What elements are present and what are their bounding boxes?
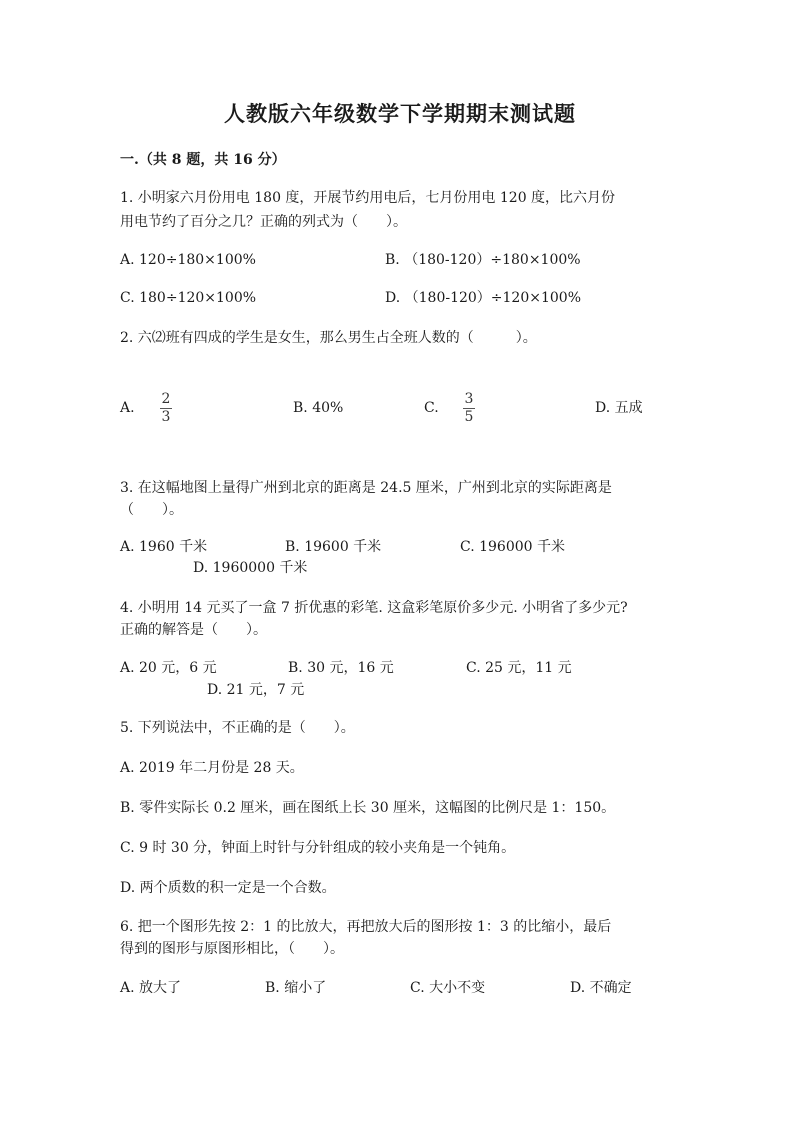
q2-option-a-fraction — [160, 392, 172, 425]
q3-option-d: D. 1960000 千米 — [193, 560, 308, 576]
q4-option-b: B. 30 元，16 元 — [288, 660, 394, 676]
q5-option-c: C. 9 时 30 分，钟面上时针与分针组成的较小夹角是一个钝角。 — [120, 840, 516, 856]
q1-stem-line2: 用电节约了百分之几？正确的列式为（ ）。 — [120, 214, 407, 230]
q3-stem-line1: 3. 在这幅地图上量得广州到北京的距离是 24.5 厘米，广州到北京的实际距离是 — [120, 480, 612, 496]
q3-option-b: B. 19600 千米 — [285, 539, 382, 555]
q2-stem: 2. 六⑵班有四成的学生是女生，那么男生占全班人数的（ ）。 — [120, 330, 537, 346]
q2-a-denominator: 3 — [161, 409, 171, 425]
q2-a-numerator: 2 — [161, 391, 171, 407]
q3-option-c: C. 196000 千米 — [460, 539, 566, 555]
q2-c-numerator: 3 — [464, 391, 474, 407]
q3-option-a: A. 1960 千米 — [120, 539, 208, 555]
q1-option-c: C. 180÷120×100% — [120, 290, 257, 306]
page-title: 人教版六年级数学下学期期末测试题 — [224, 101, 576, 126]
q2-c-denominator: 5 — [464, 409, 474, 425]
q5-option-a: A. 2019 年二月份是 28 天。 — [120, 760, 304, 776]
q6-option-a: A. 放大了 — [120, 980, 182, 996]
q2-option-a-label: A. — [120, 400, 135, 416]
q1-option-d: D. （180-120）÷120×100% — [385, 290, 582, 306]
q2-option-c-label: C. — [424, 400, 439, 416]
q5-option-b: B. 零件实际长 0.2 厘米，画在图纸上长 30 厘米，这幅图的比例尺是 1：150。 — [120, 800, 616, 816]
q6-option-c: C. 大小不变 — [410, 980, 486, 996]
q2-option-d: D. 五成 — [595, 400, 643, 416]
q5-option-d: D. 两个质数的积一定是一个合数。 — [120, 880, 336, 896]
q5-stem: 5. 下列说法中，不正确的是（ ）。 — [120, 720, 355, 736]
q4-stem-line2: 正确的解答是（ ）。 — [120, 622, 267, 638]
q4-option-c: C. 25 元，11 元 — [466, 660, 572, 676]
q6-option-b: B. 缩小了 — [265, 980, 327, 996]
q4-option-a: A. 20 元，6 元 — [120, 660, 217, 676]
q6-stem-line1: 6. 把一个图形先按 2：1 的比放大，再把放大后的图形按 1：3 的比缩小，最后 — [120, 919, 612, 935]
q1-option-b: B. （180-120）÷180×100% — [385, 252, 581, 268]
section-heading: 一.（共 8 题，共 16 分） — [120, 152, 286, 168]
q1-option-a: A. 120÷180×100% — [120, 252, 256, 268]
q1-stem-line1: 1. 小明家六月份用电 180 度，开展节约用电后，七月份用电 120 度，比六月份 — [120, 190, 616, 206]
q2-option-b: B. 40% — [293, 400, 344, 416]
q4-stem-line1: 4. 小明用 14 元买了一盒 7 折优惠的彩笔. 这盒彩笔原价多少元. 小明省了多少元? — [120, 600, 628, 616]
q2-option-c-fraction — [463, 392, 475, 425]
q6-option-d: D. 不确定 — [570, 980, 632, 996]
q3-stem-line2: （ ）。 — [120, 502, 183, 518]
q4-option-d: D. 21 元，7 元 — [207, 682, 305, 698]
q6-stem-line2: 得到的图形与原图形相比，（ ）。 — [120, 941, 344, 957]
